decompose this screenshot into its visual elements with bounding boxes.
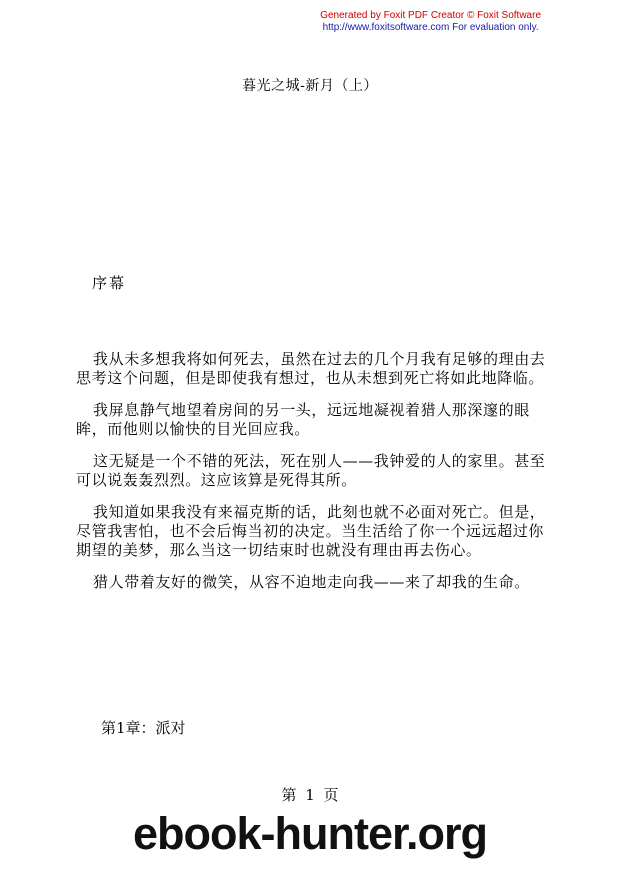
prologue-heading: 序幕 (92, 274, 127, 292)
page-number: 第 1 页 (281, 786, 339, 804)
paragraph: 这无疑是一个不错的死法，死在别人——我钟爱的人的家里。甚至可以说轰轰烈烈。这应该算是死得其所。 (76, 452, 546, 489)
paragraph: 我从未多想我将如何死去，虽然在过去的几个月我有足够的理由去思考这个问题，但是即使我有想过，也从未想到死亡将如此地降临。 (76, 350, 546, 387)
foxit-generated-line: Generated by Foxit PDF Creator © Foxit Software (320, 10, 541, 21)
ebook-hunter-watermark: ebook-hunter.org (133, 808, 487, 859)
paragraph: 我屏息静气地望着房间的另一头，远远地凝视着猎人那深邃的眼眸，而他则以愉快的目光回应我。 (76, 401, 530, 438)
paragraph: 我知道如果我没有来福克斯的话，此刻也就不必面对死亡。但是，尽管我害怕，也不会后悔当初的决定。当生活给了你一个远远超过你期望的美梦，那么当这一切结束时也就没有理由再去伤心。 (76, 503, 546, 559)
foxit-url-line[interactable]: http://www.foxitsoftware.com For evaluation only. (322, 22, 539, 33)
prologue-body (76, 350, 554, 605)
chapter-heading: 第1章：派对 (101, 719, 186, 737)
foxit-watermark (320, 10, 541, 34)
document-title: 暮光之城-新月（上） (242, 78, 378, 94)
paragraph: 猎人带着友好的微笑，从容不迫地走向我——来了却我的生命。 (93, 573, 530, 591)
